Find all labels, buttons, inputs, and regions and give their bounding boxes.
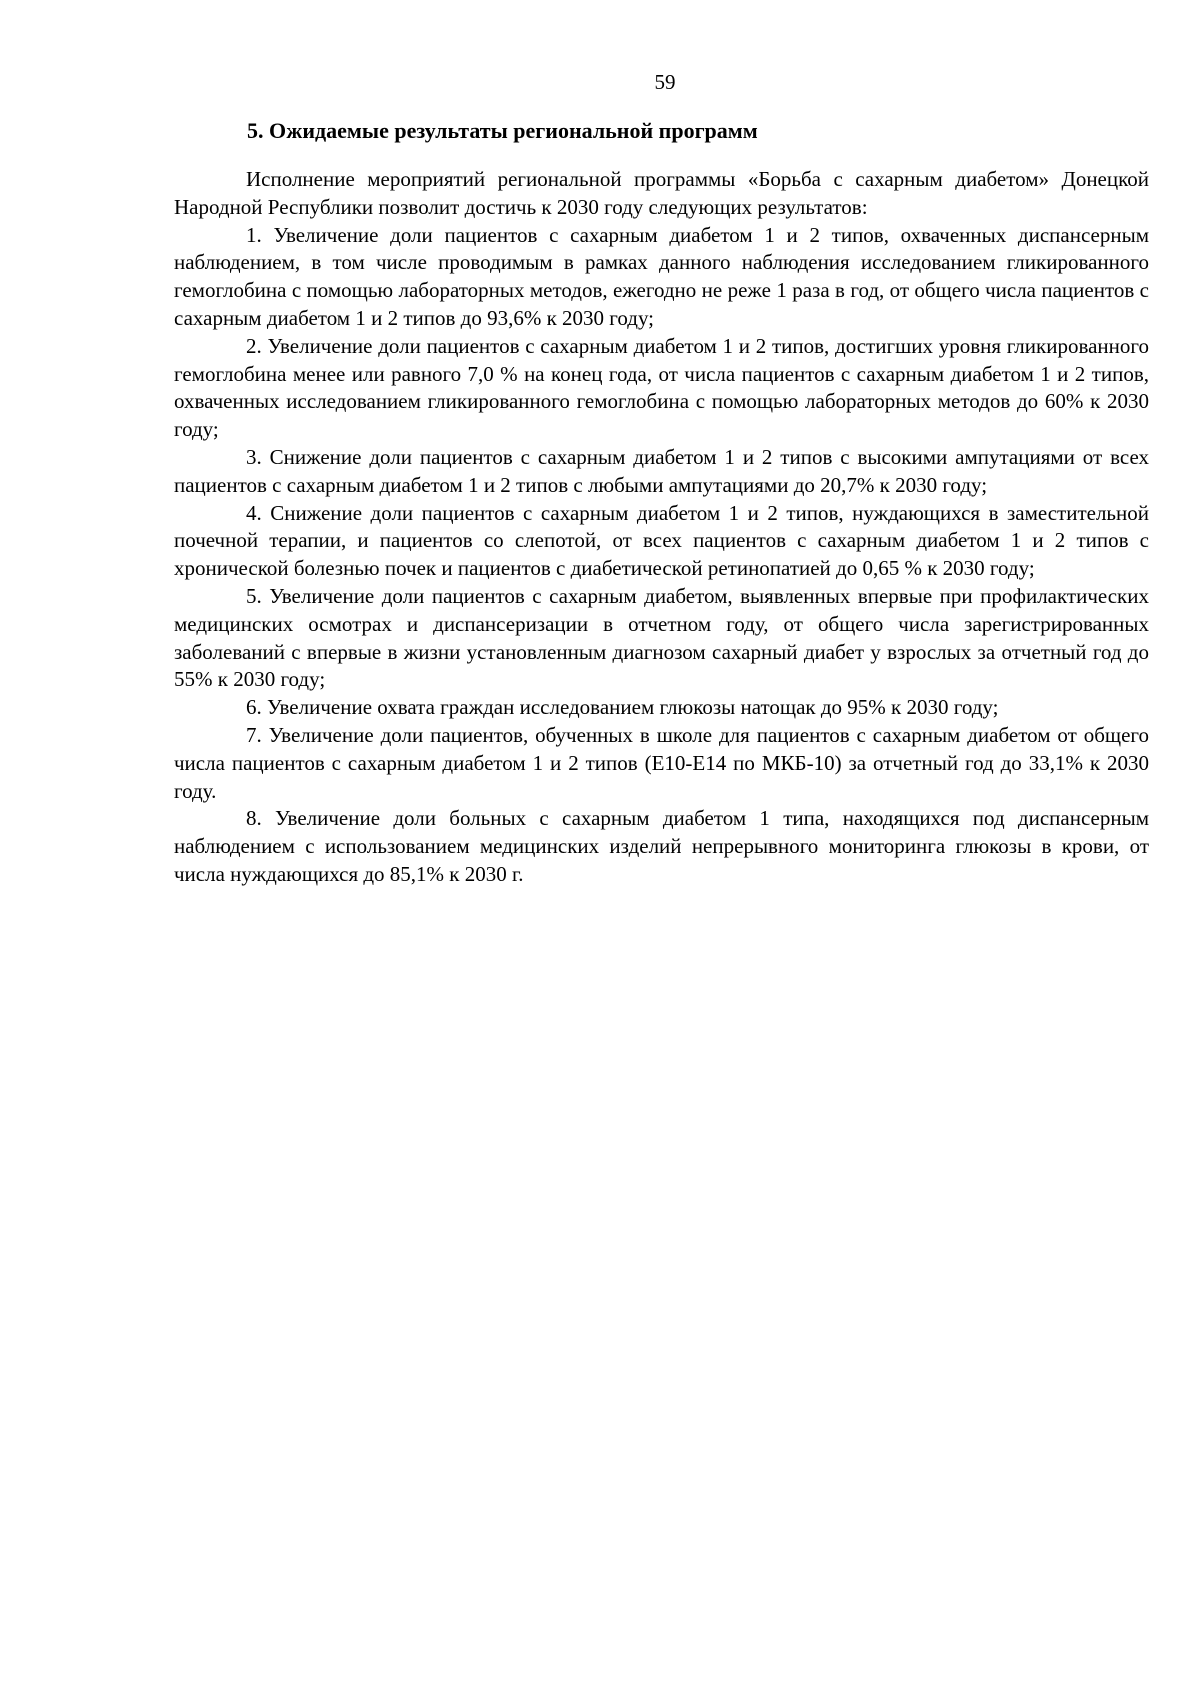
document-content [174, 116, 1149, 889]
result-item-1: 1. Увеличение доли пациентов с сахарным диабетом 1 и 2 типов, охваченных диспансерным наблюдением, в том числе проводимым в рамках данного наблюдения исследованием гликированного гемоглобина с помощью лабораторных методов, ежегодно не реже 1 раза в год, от общего числа пациентов с сахарным диабетом 1 и 2 типов до 93,6% к 2030 году; [174, 222, 1149, 330]
result-item-6: 6. Увеличение охвата граждан исследованием глюкозы натощак до 95% к 2030 году; [246, 695, 999, 720]
section-heading: 5. Ожидаемые результаты региональной программ [247, 118, 758, 143]
page-number: 59 [654, 70, 676, 94]
result-item-4: 4. Снижение доли пациентов с сахарным диабетом 1 и 2 типов, нуждающихся в заместительной почечной терапии, и пациентов со слепотой, от всех пациентов с сахарным диабетом 1 и 2 типов с хронической болезнью почек и пациентов с диабетической ретинопатией до 0,65 % к 2030 году; [174, 500, 1149, 581]
result-item-5: 5. Увеличение доли пациентов с сахарным диабетом, выявленных впервые при профилактических медицинских осмотрах и диспансеризации в отчетном году, от общего числа зарегистрированных заболеваний с впервые в жизни установленным диагнозом сахарный диабет у взрослых за отчетный год до 55% к 2030 году; [174, 583, 1149, 692]
result-item-7: 7. Увеличение доли пациентов, обученных в школе для пациентов с сахарным диабетом от общего числа пациентов с сахарным диабетом 1 и 2 типов (Е10-Е14 по МКБ-10) за отчетный год до 33,1% к 2030 году. [174, 722, 1149, 803]
result-item-2: 2. Увеличение доли пациентов с сахарным диабетом 1 и 2 типов, достигших уровня гликированного гемоглобина менее или равного 7,0 % на конец года, от числа пациентов с сахарным диабетом 1 и 2 типов, охваченных исследованием гликированного гемоглобина с помощью лабораторных методов до 60% к 2030 году; [174, 333, 1149, 442]
section-body [174, 166, 1149, 889]
result-item-3: 3. Снижение доли пациентов с сахарным диабетом 1 и 2 типов с высокими ампутациями от всех пациентов с сахарным диабетом 1 и 2 типов с любыми ампутациями до 20,7% к 2030 году; [174, 444, 1149, 497]
result-item-8: 8. Увеличение доли больных с сахарным диабетом 1 типа, находящихся под диспансерным наблюдением с использованием медицинских изделий непрерывного мониторинга глюкозы в крови, от числа нуждающихся до 85,1% к 2030 г. [174, 806, 1149, 886]
intro-paragraph: Исполнение мероприятий региональной программы «Борьба с сахарным диабетом» Донецкой Народной Республики позволит достичь к 2030 году следующих результатов: [174, 167, 1149, 219]
